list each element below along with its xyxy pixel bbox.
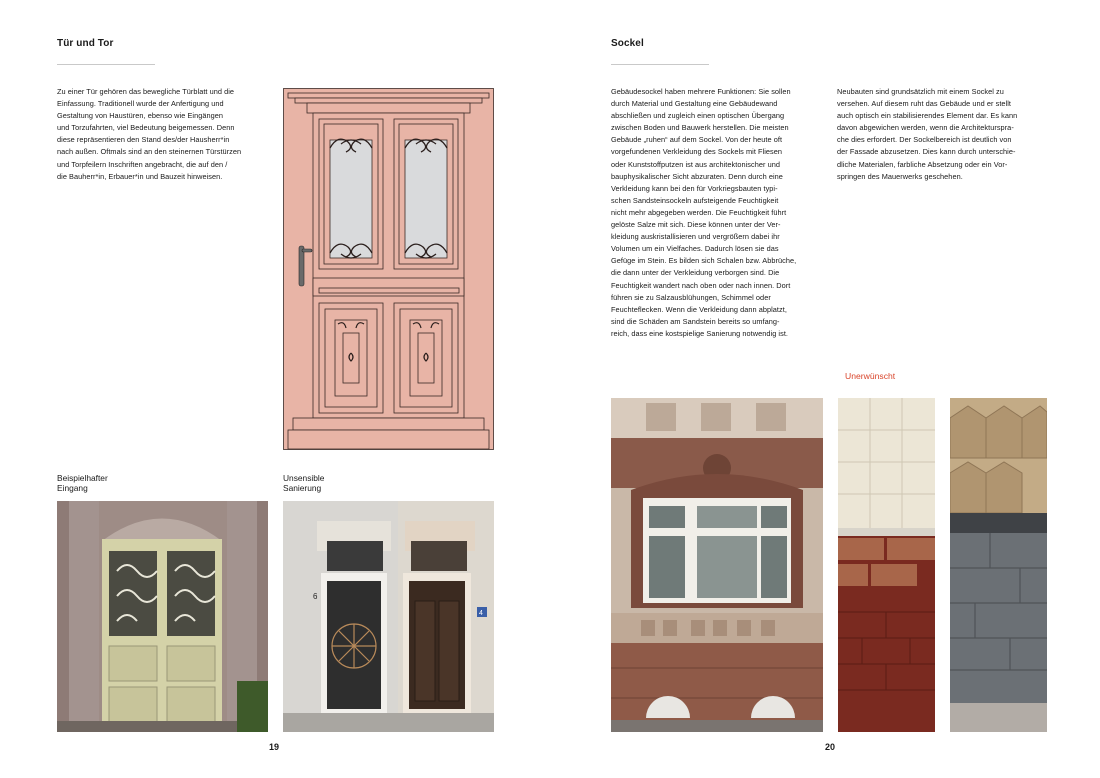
text-line: Feuchteflecken. Wenn die Verkleidung dann abplatzt, bbox=[611, 304, 787, 314]
text-line: oder Kunststoffputzen ist aus architektonischer und bbox=[611, 159, 780, 169]
text-line: Gebäudesockel haben mehrere Funktionen: Sie sollen bbox=[611, 87, 791, 96]
text-line: und Torpfeilern Inschriften angebracht, die auf den / bbox=[57, 159, 228, 169]
sockel-text-column-2 bbox=[837, 86, 1049, 183]
text-line: versehen. Auf diesem ruht das Gebäude und er stellt bbox=[837, 99, 1012, 109]
text-line: dliche Materialen, farbliche Absetzung oder ein Vor- bbox=[837, 159, 1008, 169]
text-line: nicht mehr abgegeben werden. Die Feuchtigkeit führt bbox=[611, 207, 787, 217]
text-line: reich, dass eine kostspielige Sanierung notwendig ist. bbox=[611, 328, 789, 338]
text-line: die dann unter der Verkleidung verborgen sind. Die bbox=[611, 268, 780, 278]
door-intro-text bbox=[57, 86, 271, 183]
text-line: der Fassade abzusetzen. Dies kann durch unterschie- bbox=[837, 147, 1016, 157]
caption-unwanted: Unerwünscht bbox=[845, 371, 896, 381]
text-line: davon abgewichen werden, wenn die Architekturspra- bbox=[837, 123, 1014, 133]
text-line: Verkleidung kann bei den für Vorkriegsbauten typi- bbox=[611, 183, 778, 193]
heading-rule bbox=[57, 64, 155, 65]
door-illustration bbox=[283, 88, 494, 450]
sockel-text-column-1 bbox=[611, 86, 824, 340]
photo-example-entrance bbox=[57, 501, 268, 732]
text-line: diese repräsentieren den Stand des/der Hausherr*in bbox=[57, 135, 230, 145]
text-line: Zu einer Tür gehören das bewegliche Türblatt und die bbox=[57, 87, 235, 96]
left-page-heading: Tür und Tor bbox=[57, 38, 114, 49]
text-line: springen des Mauerwerks geschehen. bbox=[837, 171, 963, 181]
text-line: durch Material und Gestaltung eine Gebäudewand bbox=[611, 99, 778, 109]
photo-tiled-base bbox=[838, 398, 935, 732]
text-line: gelöste Salze mit sich. Diese können unter der Ver- bbox=[611, 220, 781, 230]
text-line: nach außen. Oftmals sind an den steinernen Türstürzen bbox=[57, 147, 242, 157]
photo-slate-base bbox=[950, 398, 1047, 732]
text-line: Gestaltung von Haustüren, ebenso wie Eingängen bbox=[57, 111, 224, 121]
caption-line: Unsensible bbox=[283, 473, 325, 483]
right-page-heading: Sockel bbox=[611, 38, 644, 49]
text-line: und Torzufahrten, viel Bedeutung beigemessen. Denn bbox=[57, 123, 235, 133]
caption-line: Eingang bbox=[57, 482, 88, 493]
photo-facade-sandstone-base bbox=[611, 398, 823, 732]
text-line: abschließen und zugleich einen optischen Übergang bbox=[611, 111, 785, 121]
text-line: auch optisch ein stabilisierendes Element dar. Es kann bbox=[837, 111, 1018, 121]
caption-insensitive-renovation bbox=[283, 474, 324, 493]
text-line: kleidung auskristallisieren und vergrößern dabei ihr bbox=[611, 232, 780, 242]
caption-line: Sanierung bbox=[283, 482, 322, 493]
text-line: schen Sandsteinsockeln aufsteigende Feuchtigkeit bbox=[611, 195, 779, 205]
page-number-right: 20 bbox=[825, 742, 836, 752]
caption-example-entrance bbox=[57, 474, 108, 493]
text-line: Feuchtigkeit wandert nach oben oder nach innen. Dort bbox=[611, 280, 791, 290]
caption-line: Beispielhafter bbox=[57, 473, 108, 483]
text-line: führen sie zu Salzausblühungen, Schimmel oder bbox=[611, 292, 771, 302]
text-line: vorgefundenen Verkleidung des Sockels mit Fliesen bbox=[611, 147, 783, 157]
house-number-4: 4 bbox=[479, 610, 483, 617]
text-line: Neubauten sind grundsätzlich mit einem Sockel zu bbox=[837, 87, 1004, 96]
text-line: Einfassung. Traditionell wurde der Anfertigung und bbox=[57, 99, 224, 109]
text-line: che dies erfordert. Der Sockelbereich ist deutlich von bbox=[837, 135, 1012, 145]
text-line: die Bauherr*in, Erbauer*in und Bauzeit hinweisen. bbox=[57, 171, 223, 181]
text-line: Volumen um ein Vielfaches. Dadurch lösen sie das bbox=[611, 244, 779, 254]
text-line: sind die Schäden am Sandstein bereits so umfang- bbox=[611, 316, 780, 326]
photo-insensitive-renovation bbox=[283, 501, 494, 732]
heading-rule bbox=[611, 64, 709, 65]
text-line: Gefüge im Stein. Es bilden sich Schalen bzw. Abbrüche, bbox=[611, 256, 797, 266]
page-number-left: 19 bbox=[269, 742, 280, 752]
house-number-6: 6 bbox=[313, 592, 318, 601]
text-line: bauphysikalischer Sicht abzuraten. Denn durch eine bbox=[611, 171, 783, 181]
text-line: zwischen Boden und Bauwerk herstellen. Die meisten bbox=[611, 123, 789, 133]
text-line: Gebäude „ruhen“ auf dem Sockel. Von der heute oft bbox=[611, 135, 783, 145]
